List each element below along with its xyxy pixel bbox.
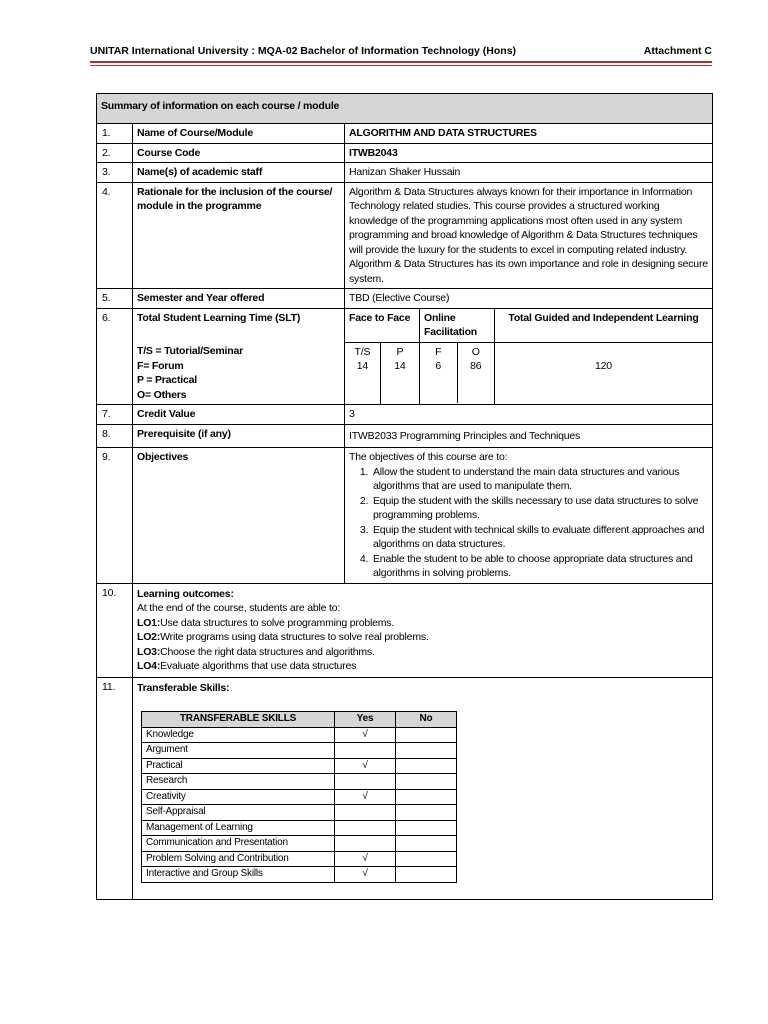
skill-no-mark xyxy=(396,851,457,867)
skill-row: Self-Appraisal xyxy=(142,805,457,821)
slt-p-label: P xyxy=(396,345,404,358)
skill-yes-mark: √ xyxy=(335,758,396,774)
legend-f: F= Forum xyxy=(137,359,184,372)
header-attachment-label: Attachment C xyxy=(643,45,712,57)
course-code-value: ITWB2043 xyxy=(345,143,713,163)
skill-row: Argument xyxy=(142,743,457,759)
row-course-name xyxy=(97,124,713,144)
skill-yes-mark xyxy=(335,836,396,852)
legend-o: O= Others xyxy=(137,388,187,401)
slt-o-cell xyxy=(458,343,495,403)
objectives-intro: The objectives of this course are to: xyxy=(349,451,508,463)
row-learning-outcomes xyxy=(97,583,713,677)
transferable-skills-heading: Transferable Skills: xyxy=(137,681,230,694)
learning-outcome-item: LO4:Evaluate algorithms that use data structures xyxy=(137,660,357,672)
objective-item: 2. Equip the student with the skills necessary to use data structures to solve programming problems. xyxy=(371,494,708,523)
skill-no-mark xyxy=(396,805,457,821)
slt-face-to-face: Face to Face xyxy=(345,308,420,342)
objective-item: 1. Allow the student to understand the main data structures and various algorithms that are used to manipulate them. xyxy=(371,465,708,494)
row-objectives xyxy=(97,448,713,584)
row-number: 10. xyxy=(97,583,133,677)
slt-legend xyxy=(133,342,345,405)
slt-o-label: O xyxy=(471,345,480,358)
skill-row: Problem Solving and Contribution √ xyxy=(142,851,457,867)
objectives-value xyxy=(345,448,713,584)
row-academic-staff xyxy=(97,163,713,183)
learning-outcome-item: LO3:Choose the right data structures and algorithms. xyxy=(137,645,375,658)
row-number: 2. xyxy=(97,143,133,163)
skill-yes-mark: √ xyxy=(335,851,396,867)
transferable-skills-cell xyxy=(133,677,713,899)
skill-yes-mark: √ xyxy=(335,789,396,805)
skill-row: Creativity √ xyxy=(142,789,457,805)
skill-row: Research xyxy=(142,774,457,790)
row-number: 4. xyxy=(97,182,133,289)
slt-online-facilitation: Online Facilitation xyxy=(420,308,495,342)
skill-no-mark xyxy=(396,820,457,836)
skill-no-mark xyxy=(396,774,457,790)
learning-outcome-item: LO2:Write programs using data structures to solve real problems. xyxy=(137,631,429,643)
slt-ts-cell xyxy=(345,342,381,405)
skill-no-mark xyxy=(396,743,457,759)
row-number: 7. xyxy=(97,405,133,425)
row-course-code xyxy=(97,143,713,163)
skill-yes-mark xyxy=(335,805,396,821)
skill-row: Communication and Presentation xyxy=(142,836,457,852)
objectives-list xyxy=(349,465,708,581)
skill-no-mark xyxy=(396,727,457,743)
skill-yes-mark: √ xyxy=(335,727,396,743)
row-semester xyxy=(97,289,713,309)
slt-guided-independent: Total Guided and Independent Learning xyxy=(495,308,713,342)
skills-header-yes: Yes xyxy=(335,712,396,728)
objective-item: 3. Equip the student with technical skills to evaluate different approaches and algorithms on data structures. xyxy=(371,523,708,552)
legend-ts: T/S = Tutorial/Seminar xyxy=(137,345,243,357)
slt-f-cell xyxy=(420,343,458,403)
row-label: Semester and Year offered xyxy=(133,289,345,309)
row-label: Objectives xyxy=(133,448,345,584)
row-label: Course Code xyxy=(133,143,345,163)
skill-yes-mark xyxy=(335,774,396,790)
skill-row: Practical √ xyxy=(142,758,457,774)
row-label: Total Student Learning Time (SLT) xyxy=(133,308,345,342)
row-slt-header xyxy=(97,308,713,342)
row-number: 3. xyxy=(97,163,133,183)
slt-o-value: 86 xyxy=(470,360,482,372)
skill-row: Knowledge √ xyxy=(142,727,457,743)
course-summary-table xyxy=(96,93,713,900)
header-rule-thin xyxy=(90,65,712,66)
row-label: Credit Value xyxy=(133,405,345,425)
skill-yes-mark: √ xyxy=(335,867,396,883)
transferable-skills-table xyxy=(141,711,457,883)
slt-ts-label: T/S xyxy=(354,345,371,358)
header-rule-thick xyxy=(90,61,712,63)
row-label: Name of Course/Module xyxy=(133,124,345,144)
row-number: 6. xyxy=(97,308,133,405)
slt-total-value: 120 xyxy=(495,342,713,405)
page-header xyxy=(90,45,712,61)
skills-header-no: No xyxy=(396,712,457,728)
slt-ts-value: 14 xyxy=(356,360,369,372)
slt-f-value: 6 xyxy=(435,360,442,372)
credit-value: 3 xyxy=(345,405,713,425)
row-slt-values xyxy=(97,342,713,405)
skill-no-mark xyxy=(396,789,457,805)
skill-yes-mark xyxy=(335,743,396,759)
row-number: 11. xyxy=(97,677,133,899)
slt-p-value: 14 xyxy=(394,360,406,372)
skill-no-mark xyxy=(396,867,457,883)
slt-online-cell xyxy=(420,342,495,405)
course-name-value: ALGORITHM AND DATA STRUCTURES xyxy=(345,124,713,144)
skill-row: Interactive and Group Skills √ xyxy=(142,867,457,883)
row-number: 9. xyxy=(97,448,133,584)
row-credit-value xyxy=(97,405,713,425)
rationale-value: Algorithm & Data Structures always known for their importance in Information Technology related studies. This course provides a structured working knowledge of the programming applications most often used in any system programming and broad knowledge of Algorithm & Data Structures techniques will provide the luxury for the students to excel in computing related industry. Algorithm & Data Structures has its own importance and role in designing secure system. xyxy=(345,182,713,289)
header-title: UNITAR International University : MQA-02 Bachelor of Information Technology (Hons) xyxy=(90,45,517,57)
row-rationale xyxy=(97,182,713,289)
row-transferable-skills xyxy=(97,677,713,899)
semester-value: TBD (Elective Course) xyxy=(345,289,713,309)
summary-title: Summary of information on each course / module xyxy=(97,94,713,124)
learning-outcomes-cell xyxy=(133,583,713,677)
row-number: 1. xyxy=(97,124,133,144)
skill-yes-mark xyxy=(335,820,396,836)
skills-header-name: TRANSFERABLE SKILLS xyxy=(142,712,335,728)
learning-outcomes-heading: Learning outcomes: xyxy=(137,587,234,600)
skill-no-mark xyxy=(396,836,457,852)
skill-no-mark xyxy=(396,758,457,774)
learning-outcomes-intro: At the end of the course, students are able to: xyxy=(137,602,341,614)
row-label: Name(s) of academic staff xyxy=(133,163,345,183)
slt-f-label: F xyxy=(435,345,442,358)
slt-p-cell xyxy=(380,342,419,405)
skill-row: Management of Learning xyxy=(142,820,457,836)
row-label: Rationale for the inclusion of the course/ module in the programme xyxy=(133,182,345,289)
row-label: Prerequisite (if any) xyxy=(133,424,345,448)
row-prerequisite xyxy=(97,424,713,448)
legend-p: P = Practical xyxy=(137,374,197,386)
learning-outcome-item: LO1:Use data structures to solve programming problems. xyxy=(137,616,395,629)
academic-staff-value: Hanizan Shaker Hussain xyxy=(345,163,713,183)
row-number: 5. xyxy=(97,289,133,309)
objective-item: 4. Enable the student to be able to choose appropriate data structures and algorithms in solving problems. xyxy=(371,552,708,581)
row-number: 8. xyxy=(97,424,133,448)
prerequisite-value: ITWB2033 Programming Principles and Techniques xyxy=(345,424,713,448)
